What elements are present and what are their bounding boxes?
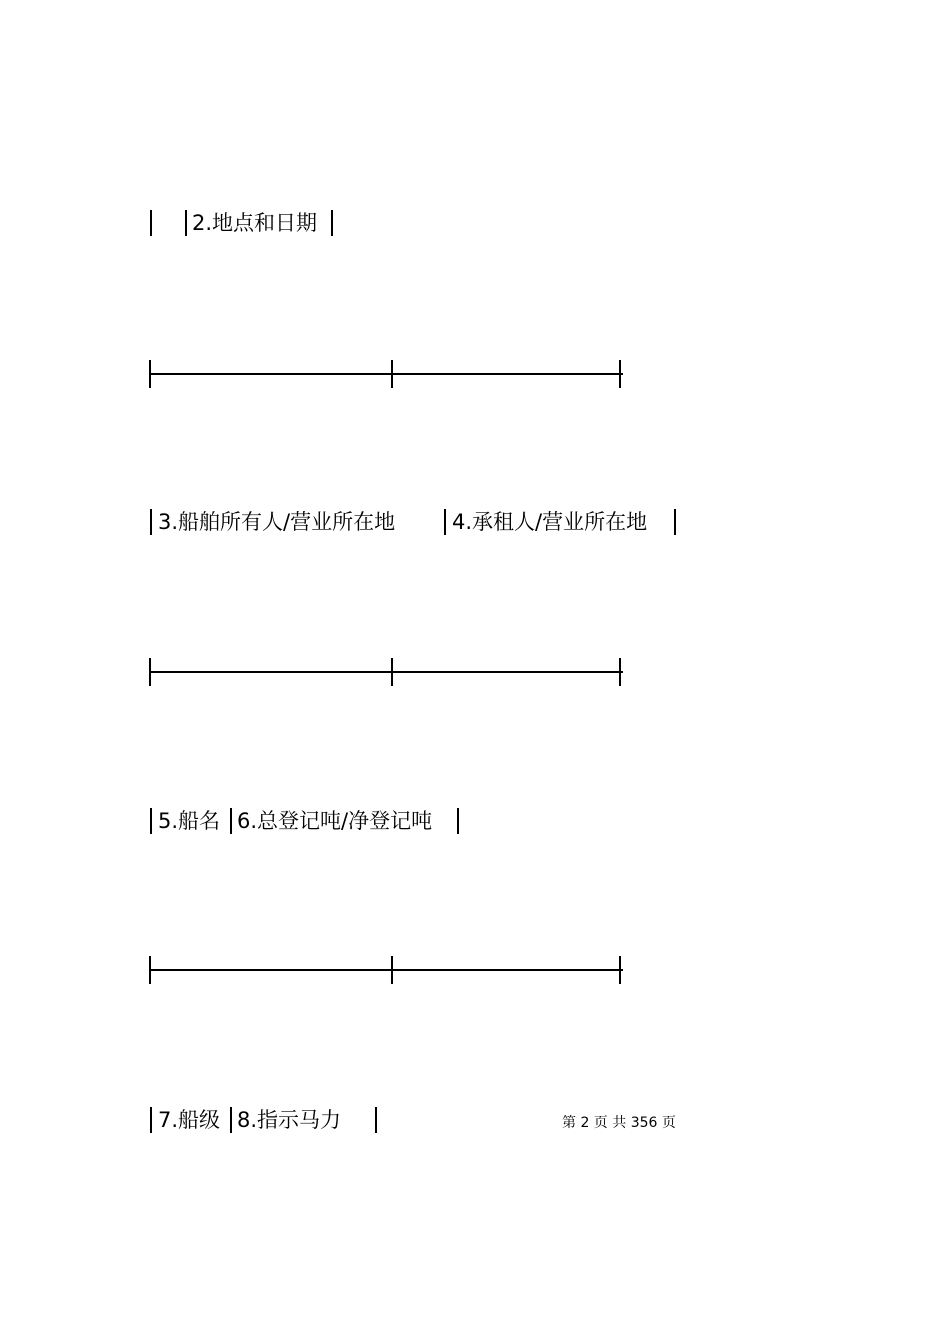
indicated-horsepower-label: 8.指示马力 xyxy=(237,1108,342,1132)
shipowner-address-label: 3.船舶所有人/营业所在地 xyxy=(158,510,396,534)
table-border-bar xyxy=(150,210,152,236)
vessel-class-label: 7.船级 xyxy=(158,1108,221,1132)
table-border-bar xyxy=(185,210,187,236)
vessel-name-label: 5.船名 xyxy=(158,809,221,833)
table-border-bar xyxy=(150,509,152,535)
table-border-bar xyxy=(230,808,232,834)
table-separator-line xyxy=(149,658,623,686)
table-separator-line xyxy=(149,956,623,984)
page-number-footer: 第 2 页 共 356 页 xyxy=(562,1115,676,1131)
table-border-bar xyxy=(444,509,446,535)
table-border-bar xyxy=(230,1107,232,1133)
table-border-bar xyxy=(331,210,333,236)
table-border-bar xyxy=(375,1107,377,1133)
table-border-bar xyxy=(150,808,152,834)
place-and-date-label: 2.地点和日期 xyxy=(192,211,318,235)
table-border-bar xyxy=(150,1107,152,1133)
table-border-bar xyxy=(674,509,676,535)
table-border-bar xyxy=(457,808,459,834)
charterer-address-label: 4.承租人/营业所在地 xyxy=(452,510,648,534)
table-separator-line xyxy=(149,360,623,388)
tonnage-label: 6.总登记吨/净登记吨 xyxy=(237,809,433,833)
